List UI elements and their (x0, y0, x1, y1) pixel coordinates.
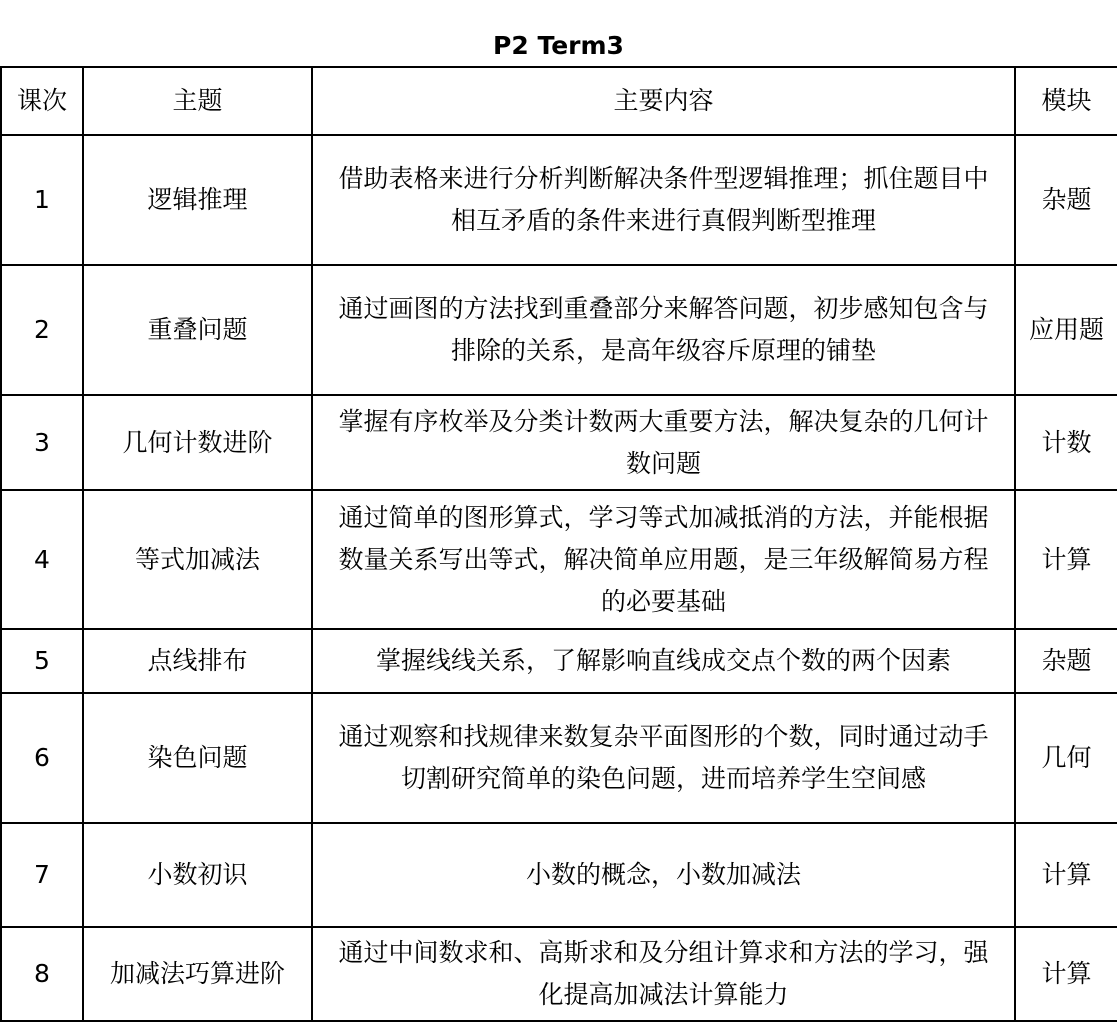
lesson-number: 4 (1, 490, 83, 629)
lesson-content: 掌握线线关系，了解影响直线成交点个数的两个因素 (312, 629, 1015, 693)
lesson-module: 杂题 (1015, 629, 1117, 693)
table-row (1, 490, 1117, 629)
lesson-module: 计算 (1015, 927, 1117, 1021)
page-title: P2 Term3 (493, 31, 624, 60)
lesson-topic: 几何计数进阶 (83, 395, 312, 490)
lesson-number: 6 (1, 693, 83, 823)
table-row (1, 823, 1117, 927)
header-topic: 主题 (83, 67, 312, 135)
header-lesson: 课次 (1, 67, 83, 135)
lesson-number: 1 (1, 135, 83, 265)
lesson-module: 计算 (1015, 490, 1117, 629)
lesson-topic: 点线排布 (83, 629, 312, 693)
lesson-content: 通过观察和找规律来数复杂平面图形的个数，同时通过动手切割研究简单的染色问题，进而培养学生空间感 (312, 693, 1015, 823)
lesson-content: 通过简单的图形算式，学习等式加减抵消的方法，并能根据数量关系写出等式，解决简单应用题，是三年级解简易方程的必要基础 (312, 490, 1015, 629)
table-row (1, 629, 1117, 693)
lesson-topic: 重叠问题 (83, 265, 312, 395)
table-row (1, 395, 1117, 490)
lesson-content: 借助表格来进行分析判断解决条件型逻辑推理；抓住题目中相互矛盾的条件来进行真假判断型推理 (312, 135, 1015, 265)
lesson-content: 小数的概念，小数加减法 (312, 823, 1015, 927)
lesson-topic: 逻辑推理 (83, 135, 312, 265)
table-row (1, 265, 1117, 395)
header-content: 主要内容 (312, 67, 1015, 135)
course-schedule-table (0, 66, 1117, 1022)
table-row (1, 927, 1117, 1021)
lesson-module: 应用题 (1015, 265, 1117, 395)
lesson-topic: 小数初识 (83, 823, 312, 927)
lesson-number: 8 (1, 927, 83, 1021)
table-header-row (1, 67, 1117, 135)
lesson-topic: 加减法巧算进阶 (83, 927, 312, 1021)
lesson-content: 通过画图的方法找到重叠部分来解答问题，初步感知包含与排除的关系，是高年级容斥原理的铺垫 (312, 265, 1015, 395)
lesson-number: 5 (1, 629, 83, 693)
lesson-module: 几何 (1015, 693, 1117, 823)
lesson-module: 计数 (1015, 395, 1117, 490)
lesson-module: 计算 (1015, 823, 1117, 927)
table-row (1, 693, 1117, 823)
table-row (1, 135, 1117, 265)
lesson-number: 7 (1, 823, 83, 927)
lesson-module: 杂题 (1015, 135, 1117, 265)
lesson-number: 3 (1, 395, 83, 490)
lesson-topic: 染色问题 (83, 693, 312, 823)
lesson-topic: 等式加减法 (83, 490, 312, 629)
header-module: 模块 (1015, 67, 1117, 135)
lesson-number: 2 (1, 265, 83, 395)
lesson-content: 掌握有序枚举及分类计数两大重要方法，解决复杂的几何计数问题 (312, 395, 1015, 490)
lesson-content: 通过中间数求和、高斯求和及分组计算求和方法的学习，强化提高加减法计算能力 (312, 927, 1015, 1021)
